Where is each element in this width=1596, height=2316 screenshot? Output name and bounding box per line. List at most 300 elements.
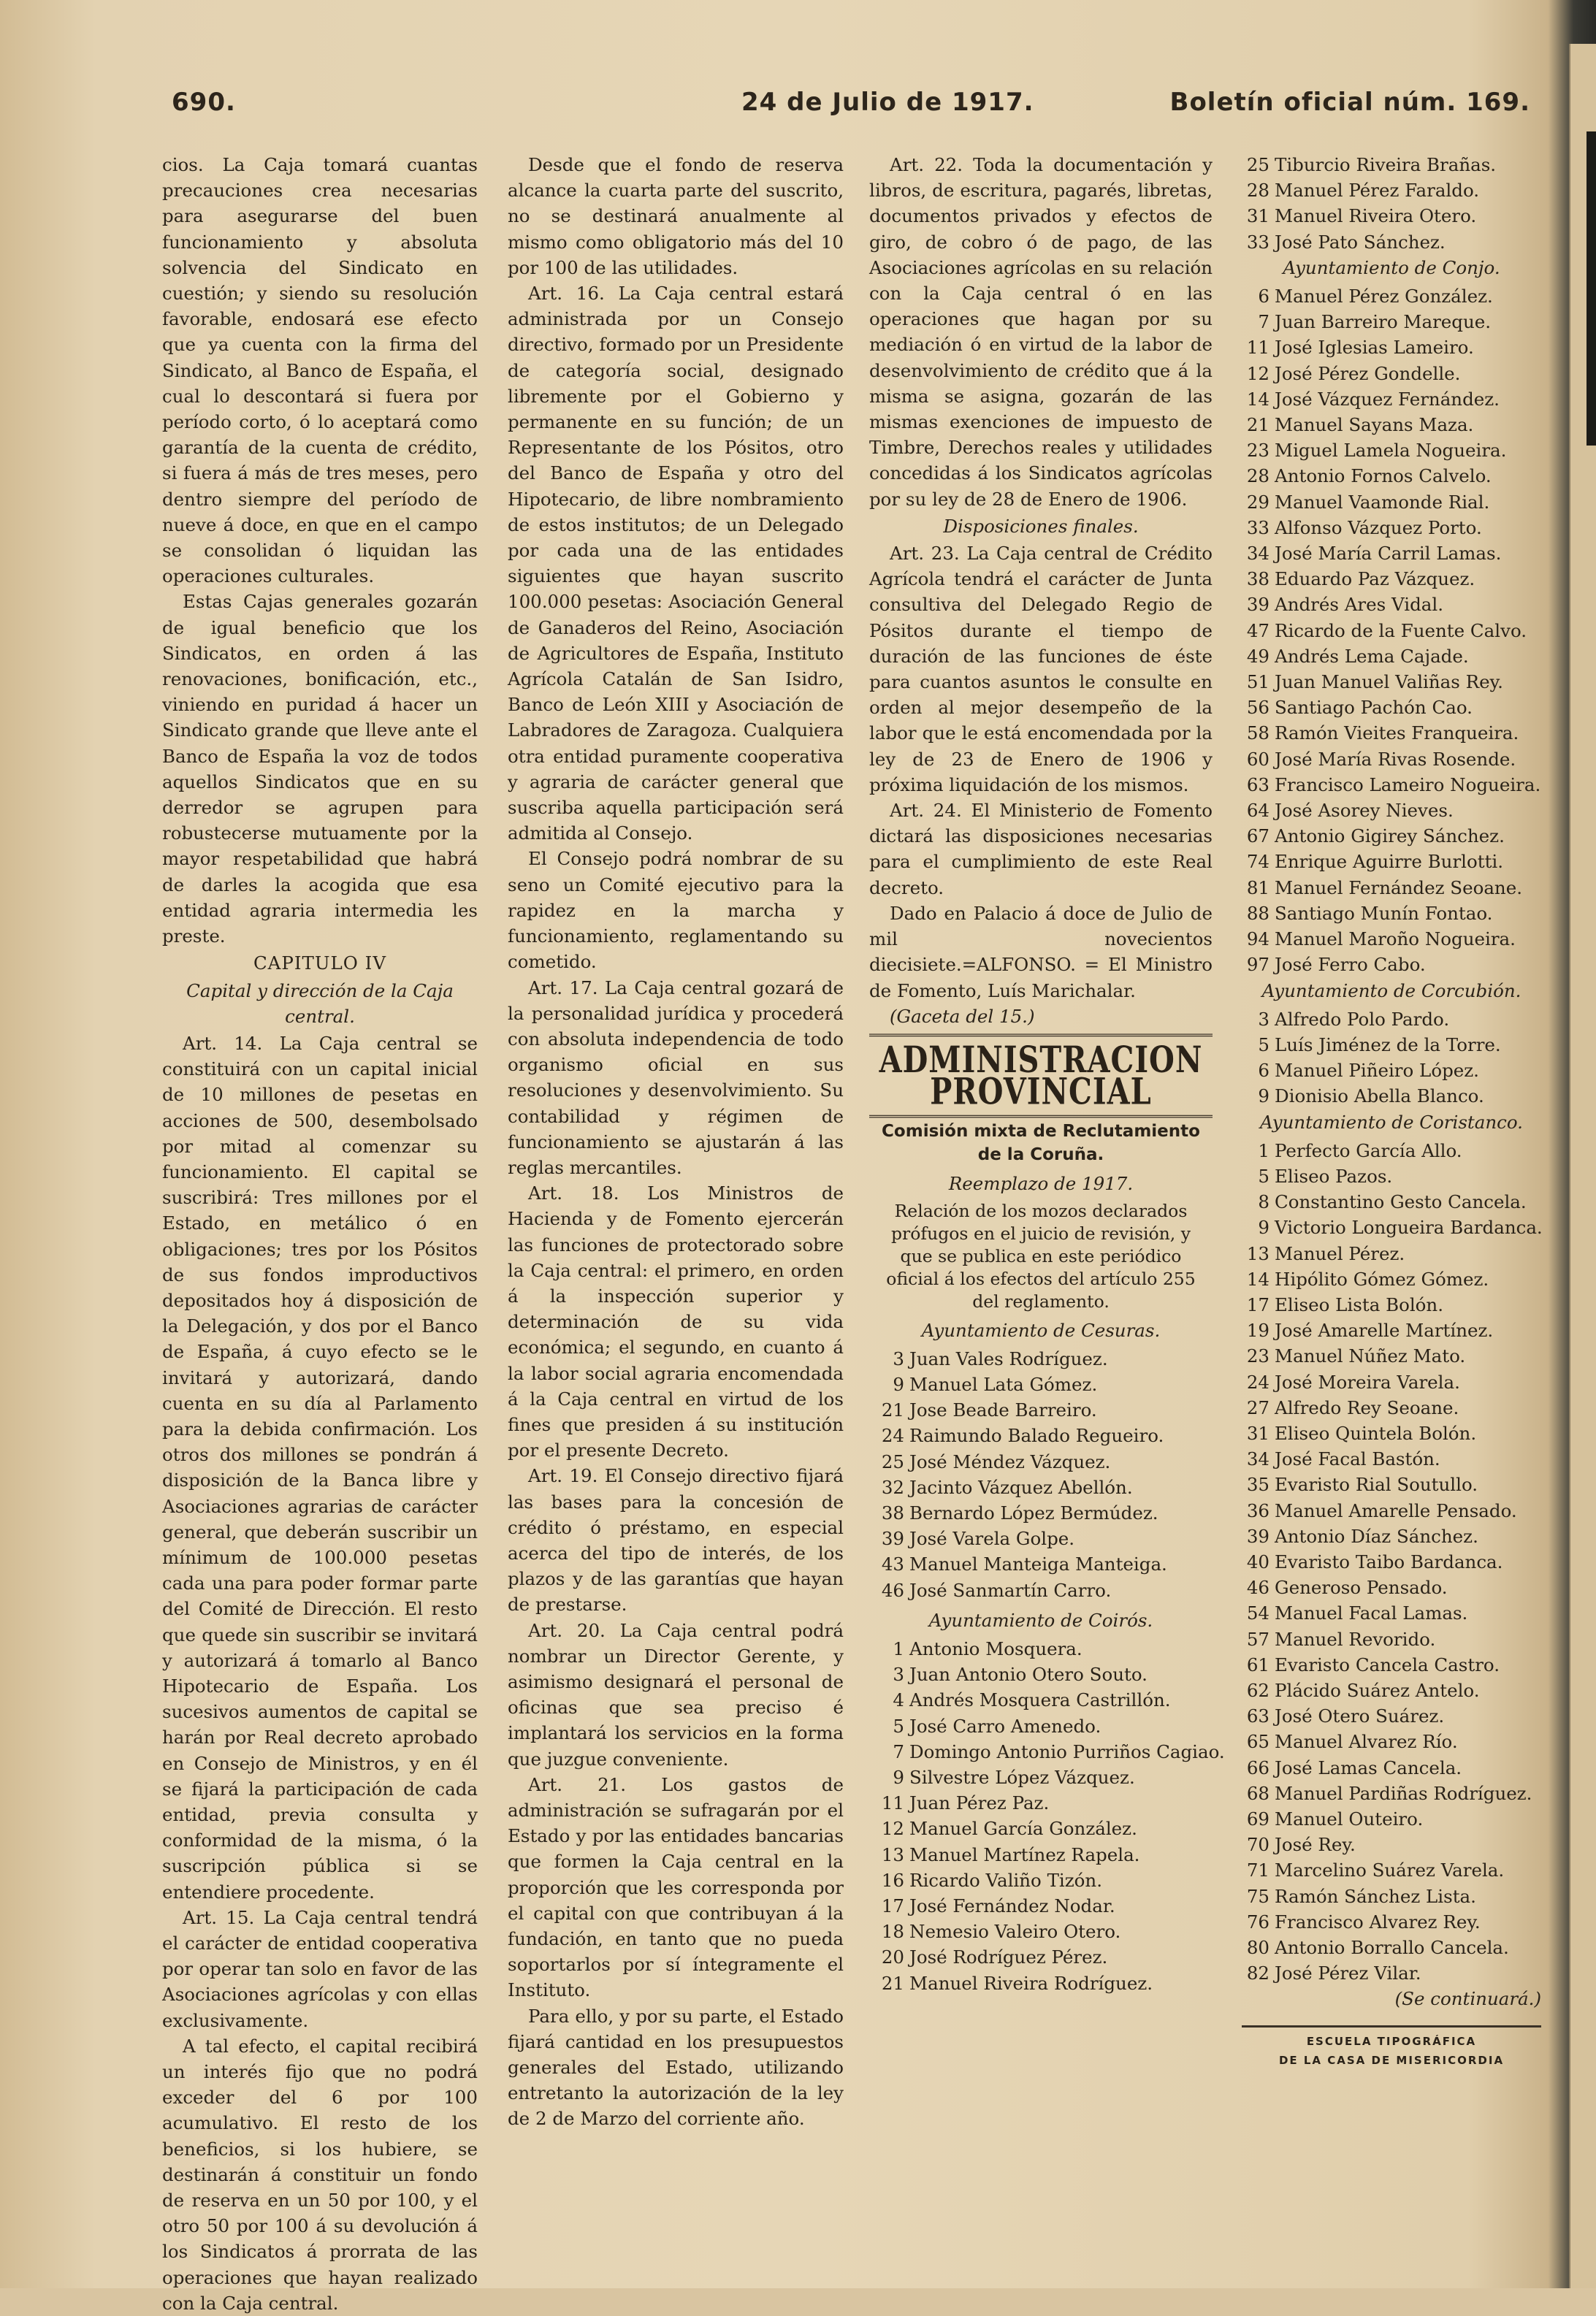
list-item (1242, 1703, 1541, 1729)
entry-number: 70 (1246, 1834, 1269, 1856)
list-item (1242, 1678, 1541, 1703)
entry-name: Ramón Sánchez Lista. (1275, 1885, 1476, 1907)
entry-name: Juan Pérez Paz. (909, 1792, 1050, 1814)
entry-name: Eliseo Lista Bolón. (1275, 1293, 1443, 1315)
entry-name: Luís Jiménez de la Torre. (1275, 1033, 1501, 1055)
list-item (1242, 1832, 1541, 1857)
list-item (1242, 177, 1541, 203)
entry-number: 9 (1258, 1085, 1269, 1107)
printer-line-2: DE LA CASA DE MISERICORDIA (1278, 2053, 1505, 2067)
list-item (1242, 926, 1541, 952)
entry-number: 5 (1258, 1165, 1269, 1187)
list-item (1242, 823, 1541, 849)
list-item (1242, 798, 1541, 823)
entry-number: 43 (881, 1553, 904, 1575)
list-item (1242, 1472, 1541, 1497)
entry-name: José Otero Suárez. (1275, 1705, 1445, 1727)
entry-name: Manuel Pérez. (1275, 1242, 1405, 1264)
entry-number: 36 (1246, 1499, 1269, 1521)
entry-name: Ricardo de la Fuente Calvo. (1275, 619, 1527, 641)
entry-name: José Pato Sánchez. (1275, 231, 1446, 253)
list-item (869, 1893, 1213, 1919)
entry-number: 17 (881, 1895, 904, 1916)
entry-name: Manuel Riveira Otero. (1275, 205, 1477, 227)
section-banner: ADMINISTRACION PROVINCIAL (869, 1033, 1213, 1118)
entry-number: 39 (1246, 1525, 1269, 1547)
list-item (1242, 1163, 1541, 1189)
entry-name: Alfonso Vázquez Porto. (1275, 516, 1482, 538)
list-item (869, 1739, 1225, 1765)
entry-number: 13 (881, 1843, 904, 1865)
entry-name: José Rodríguez Pérez. (909, 1946, 1108, 1968)
list-item (1242, 386, 1541, 412)
article-18: Art. 18. Los Ministros de Hacienda y de Fomento ejercerán las funciones de protectorado sobre la Caja central: el primero, en orden á la inspección superior y determinación de su vida económica; el segundo, en cuanto á la labor social agraria encomendada á la Caja central en virtud de los fines que presiden á su institución por el presente Decreto. (508, 1182, 844, 1461)
article-24: Art. 24. El Ministerio de Fomento dictará las disposiciones necesarias para el cumplimiento de este Real decreto. (869, 800, 1213, 898)
entry-name: José Pérez Gondelle. (1275, 362, 1461, 384)
entry-number: 57 (1246, 1628, 1269, 1650)
entry-number: 21 (881, 1972, 904, 1994)
entry-number: 7 (893, 1740, 904, 1762)
entry-name: José Pérez Vilar. (1275, 1963, 1421, 1984)
page-header (172, 88, 1530, 131)
entry-number: 38 (881, 1502, 904, 1524)
entry-name: Generoso Pensado. (1275, 1577, 1448, 1599)
entry-name: Manuel Outeiro. (1275, 1808, 1424, 1830)
entry-number: 18 (881, 1921, 904, 1943)
article-21: Art. 21. Los gastos de administración se sufragarán por el Estado y por las entidades bancarias que formen la Caja central en la proporción que les corresponda por el capital con que contribuyan á la fundación, en tanto que no pueda soportarlos por sí íntegramente el Instituto. (508, 1773, 844, 2001)
entry-name: Manuel Piñeiro López. (1275, 1060, 1479, 1082)
chapter-heading: CAPITULO IV (253, 952, 387, 974)
entry-name: Manuel Revorido. (1275, 1628, 1436, 1650)
entry-number: 21 (1246, 414, 1269, 436)
list-item (1242, 1909, 1541, 1935)
paragraph: Para ello, y por su parte, el Estado fijará cantidad en los presupuestos generales del Estado, utilizando entretanto la autorización de la ley de 2 de Marzo del corriente año. (508, 2005, 844, 2130)
list-item (1242, 412, 1541, 437)
entry-name: Santiago Munín Fontao. (1275, 902, 1493, 924)
entry-name: Manuel García González. (909, 1818, 1137, 1840)
entry-name: Juan Manuel Valiñas Rey. (1275, 671, 1503, 693)
entry-number: 28 (1246, 465, 1269, 487)
entry-number: 21 (881, 1399, 904, 1421)
entry-number: 88 (1246, 902, 1269, 924)
entry-name: Evaristo Rial Soutullo. (1275, 1474, 1478, 1496)
list-item (1242, 1421, 1541, 1446)
entry-number: 4 (893, 1689, 904, 1711)
list-item (869, 1526, 1213, 1551)
entry-name: Antonio Mosquera. (909, 1637, 1083, 1659)
entry-number: 35 (1246, 1474, 1269, 1496)
paragraph: Estas Cajas generales gozarán de igual beneficio que los Sindicatos, en orden á las renovaciones, bonificación, etc., viniendo en puridad á hacer un Sindicato grande que lleve ante el Banco de España la voz de todos aquellos Sindicatos que en su derredor se agrupen para robustecerse mutuamente por la mayor respetabilidad que habrá de darles la acogida que esa entidad agraria intermedia les preste. (162, 591, 478, 947)
list-item (1242, 229, 1541, 255)
entry-name: Juan Antonio Otero Souto. (909, 1664, 1148, 1686)
entry-name: Victorio Longueira Bardanca. (1275, 1217, 1543, 1239)
list-item (869, 1578, 1213, 1603)
entry-name: Manuel Fernández Seoane. (1275, 876, 1522, 898)
paragraph: A tal efecto, el capital recibirá un interés fijo que no podrá exceder del 6 por 100 acumulativo. El resto de los beneficios, si los hubiere, se destinarán á constituir un fondo de reserva en un 50 por 100, y el otro 50 por 100 á su devolución á los Sindicatos á prorrata de las operaciones que hayan realizado con la Caja central. (162, 2035, 478, 2314)
entry-name: Jose Beade Barreiro. (909, 1399, 1097, 1421)
list-item (869, 1790, 1213, 1816)
entry-number: 60 (1246, 748, 1269, 770)
entry-name: Manuel Manteiga Manteiga. (909, 1553, 1167, 1575)
entry-number: 13 (1246, 1242, 1269, 1264)
ayuntamiento-heading: Ayuntamiento de Coirós. (928, 1609, 1153, 1631)
list-item (1242, 746, 1541, 772)
entry-number: 75 (1246, 1885, 1269, 1907)
entry-number: 12 (1246, 362, 1269, 384)
list-item (1242, 203, 1541, 229)
list-item (1242, 875, 1541, 901)
entry-name: Eliseo Quintela Bolón. (1275, 1422, 1477, 1444)
list-item (869, 1372, 1213, 1397)
entry-number: 8 (1258, 1191, 1269, 1213)
entry-number: 46 (881, 1579, 904, 1601)
entry-name: Manuel Sayans Maza. (1275, 414, 1474, 436)
list-item (1242, 540, 1541, 566)
divider (1242, 2025, 1541, 2028)
name-list-conjo (1242, 283, 1541, 977)
entry-name: Eliseo Pazos. (1275, 1165, 1393, 1187)
entry-name: Manuel Facal Lamas. (1275, 1602, 1468, 1624)
article-19: Art. 19. El Consejo directivo fijará las bases para la concesión de crédito ó préstamo, en especial acerca del tipo de interés, de los plazos y de las garantías que hayan de prestarse. (508, 1465, 844, 1616)
article-16: Art. 16. La Caja central estará administrada por un Consejo directivo, formado por un Presidente de categoría social, designado libremente por el Gobierno y permanente en su función; de un Representante de los Pósitos, otro del Banco de España y otro del Hipotecario, de libre nombramiento de estos institutos; de un Delegado por cada una de las entidades siguientes que hayan suscrito 100.000 pesetas: Asociación General de Ganaderos del Reino, Asociación de Agricultores de España, Instituto Agrícola Catalán de San Isidro, Banco de León XIII y Asociación de Labradores de Zaragoza. Cualquiera otra entidad puramente cooperativa y agraria de carácter general que suscriba aquella participación será admitida al Consejo. (508, 283, 844, 844)
entry-name: Manuel Pardiñas Rodríguez. (1275, 1782, 1532, 1804)
list-item (869, 1423, 1213, 1448)
entry-name: Juan Vales Rodríguez. (909, 1348, 1108, 1369)
entry-number: 9 (893, 1766, 904, 1788)
list-item (869, 1765, 1213, 1790)
entry-number: 54 (1246, 1602, 1269, 1624)
entry-number: 31 (1246, 1422, 1269, 1444)
entry-number: 31 (1246, 205, 1269, 227)
entry-name: Antonio Gigirey Sánchez. (1275, 825, 1505, 847)
entry-name: Hipólito Gómez Gómez. (1275, 1268, 1489, 1290)
entry-name: Constantino Gesto Cancela. (1275, 1191, 1527, 1213)
ayuntamiento-heading: Ayuntamiento de Conjo. (1283, 256, 1500, 278)
paragraph: El Consejo podrá nombrar de su seno un Comité ejecutivo para la rapidez en la marcha y funcionamiento, reglamentando su cometido. (508, 848, 844, 973)
entry-number: 25 (1246, 154, 1269, 175)
list-item (1242, 1935, 1541, 1960)
entry-name: José Vázquez Fernández. (1275, 388, 1500, 410)
entry-number: 5 (1258, 1033, 1269, 1055)
entry-name: José María Carril Lamas. (1275, 543, 1502, 565)
issue-date: 24 de Julio de 1917. (741, 88, 1034, 117)
entry-name: José Ferro Cabo. (1275, 954, 1426, 976)
entry-number: 11 (1246, 337, 1269, 359)
list-item (1242, 952, 1541, 977)
name-list-coristanco (1242, 1138, 1541, 1987)
list-item (1242, 901, 1541, 926)
list-item (1242, 1266, 1541, 1292)
entry-number: 9 (893, 1373, 904, 1395)
entry-number: 69 (1246, 1808, 1269, 1830)
list-item (1242, 1729, 1541, 1754)
list-item (869, 1919, 1213, 1944)
entry-number: 49 (1246, 645, 1269, 667)
ayuntamiento-heading: Ayuntamiento de Cesuras. (921, 1319, 1161, 1341)
entry-name: José Fernández Nodar. (909, 1895, 1115, 1916)
entry-number: 24 (1246, 1371, 1269, 1393)
entry-number: 65 (1246, 1731, 1269, 1753)
list-item (1242, 695, 1541, 720)
reemplazo-heading: Reemplazo de 1917. (948, 1173, 1134, 1195)
list-item (1242, 643, 1541, 669)
list-item (1242, 309, 1541, 335)
list-item (1242, 463, 1541, 489)
list-item (1242, 1600, 1541, 1626)
entry-name: Alfredo Polo Pardo. (1275, 1008, 1450, 1030)
list-item (1242, 1006, 1541, 1032)
list-item (1242, 1395, 1541, 1421)
entry-name: Bernardo López Bermúdez. (909, 1502, 1158, 1524)
entry-number: 76 (1246, 1911, 1269, 1933)
list-item (869, 1713, 1213, 1739)
entry-name: Juan Barreiro Mareque. (1275, 311, 1492, 333)
list-item (1242, 1652, 1541, 1678)
entry-number: 19 (1246, 1320, 1269, 1342)
chapter-subheading: Capital y dirección de la Caja central. (186, 979, 454, 1027)
ayuntamiento-heading: Ayuntamiento de Corcubión. (1261, 979, 1521, 1001)
entry-number: 63 (1246, 1705, 1269, 1727)
entry-name: Silvestre López Vázquez. (909, 1766, 1135, 1788)
entry-number: 71 (1246, 1860, 1269, 1881)
entry-number: 20 (881, 1946, 904, 1968)
list-item (1242, 566, 1541, 592)
entry-number: 47 (1246, 619, 1269, 641)
entry-name: Manuel Núñez Mato. (1275, 1345, 1466, 1367)
entry-name: Nemesio Valeiro Otero. (909, 1921, 1121, 1943)
entry-number: 80 (1246, 1937, 1269, 1959)
entry-name: José Varela Golpe. (909, 1528, 1075, 1550)
entry-name: Alfredo Rey Seoane. (1275, 1396, 1459, 1418)
entry-name: Manuel Amarelle Pensado. (1275, 1499, 1517, 1521)
commission-heading: Comisión mixta de Reclutamiento de la Coruña. (882, 1122, 1200, 1165)
entry-number: 61 (1246, 1654, 1269, 1675)
entry-name: José Sanmartín Carro. (909, 1579, 1112, 1601)
entry-number: 56 (1246, 697, 1269, 719)
entry-name: Tiburcio Riveira Brañas. (1275, 154, 1497, 175)
entry-number: 7 (1258, 311, 1269, 333)
entry-number: 74 (1246, 851, 1269, 873)
entry-name: Perfecto García Allo. (1275, 1139, 1462, 1161)
list-item (869, 1944, 1213, 1970)
list-item (869, 1662, 1213, 1687)
list-item (1242, 1083, 1541, 1109)
entry-number: 34 (1246, 543, 1269, 565)
entry-name: Ricardo Valiño Tizón. (909, 1869, 1102, 1891)
list-item (1242, 437, 1541, 463)
entry-name: Eduardo Paz Vázquez. (1275, 568, 1475, 590)
list-item (1242, 1241, 1541, 1266)
name-list-coiros (869, 1636, 1225, 1996)
entry-number: 24 (881, 1425, 904, 1447)
list-item (869, 1816, 1213, 1841)
entry-name: Manuel Lata Gómez. (909, 1373, 1098, 1395)
list-item (1242, 1549, 1541, 1575)
list-item (1242, 618, 1541, 643)
list-item (1242, 335, 1541, 360)
list-item (1242, 152, 1541, 177)
list-item (1242, 772, 1541, 798)
list-item (869, 1500, 1213, 1526)
entry-number: 64 (1246, 800, 1269, 822)
entry-number: 81 (1246, 876, 1269, 898)
list-item (1242, 1446, 1541, 1472)
entry-number: 16 (881, 1869, 904, 1891)
entry-name: Manuel Vaamonde Rial. (1275, 491, 1490, 513)
entry-number: 63 (1246, 773, 1269, 795)
list-item (1242, 720, 1541, 746)
entry-number: 94 (1246, 928, 1269, 950)
entry-name: Santiago Pachón Cao. (1275, 697, 1473, 719)
list-item (1242, 1755, 1541, 1781)
column-4 (1242, 152, 1541, 2070)
entry-name: Domingo Antonio Purriños Cagiao. (909, 1740, 1225, 1762)
entry-name: Antonio Fornos Calvelo. (1275, 465, 1492, 487)
entry-number: 11 (881, 1792, 904, 1814)
list-item (1242, 592, 1541, 617)
entry-name: José Facal Bastón. (1275, 1448, 1440, 1470)
entry-number: 9 (1258, 1217, 1269, 1239)
name-list-coiros-cont (1242, 152, 1541, 255)
list-item (1242, 1781, 1541, 1806)
entry-name: José Amarelle Martínez. (1275, 1320, 1494, 1342)
entry-number: 29 (1246, 491, 1269, 513)
ayuntamiento-heading: Ayuntamiento de Coristanco. (1260, 1111, 1523, 1133)
list-item (1242, 1627, 1541, 1652)
entry-name: Marcelino Suárez Varela. (1275, 1860, 1505, 1881)
entry-name: José Lamas Cancela. (1275, 1757, 1462, 1778)
column-3 (869, 152, 1225, 1996)
continued-note: (Se continuará.) (1394, 1988, 1541, 2010)
entry-name: Plácido Suárez Antelo. (1275, 1679, 1480, 1701)
list-item (1242, 669, 1541, 695)
entry-name: Manuel Pérez Faraldo. (1275, 180, 1480, 202)
list-item (1242, 1960, 1541, 1986)
list-item (1242, 1857, 1541, 1883)
article-22: Art. 22. Toda la documentación y libros, de escritura, pagarés, libretas, documentos privados y efectos de giro, de cobro ó de pago, de las Asociaciones agrícolas en su relación con la Caja central ó en las operaciones que hagan por su mediación ó en virtud de la labor de desenvolvimiento de crédito que á la misma se asigna, gozarán de las mismas exenciones de impuesto de Timbre, Derechos reales y utilidades concedidas á los Sindicatos agrícolas por su ley de 28 de Enero de 1906. (869, 154, 1213, 510)
entry-number: 28 (1246, 180, 1269, 202)
list-item (1242, 1806, 1541, 1832)
list-item (869, 1551, 1213, 1577)
entry-name: José Iglesias Lameiro. (1275, 337, 1474, 359)
entry-number: 27 (1246, 1396, 1269, 1418)
entry-name: Antonio Díaz Sánchez. (1275, 1525, 1478, 1547)
list-item (1242, 1215, 1541, 1240)
list-item (1242, 1318, 1541, 1343)
entry-number: 1 (893, 1637, 904, 1659)
list-item (1242, 283, 1541, 309)
entry-name: Ramón Vieites Franqueira. (1275, 722, 1519, 744)
list-item (1242, 361, 1541, 386)
entry-number: 62 (1246, 1679, 1269, 1701)
list-item (1242, 1189, 1541, 1215)
list-item (869, 1971, 1213, 1996)
section-heading-finales: Disposiciones finales. (943, 515, 1139, 537)
entry-name: Jacinto Vázquez Abellón. (909, 1476, 1133, 1498)
entry-number: 6 (1258, 1060, 1269, 1082)
list-item (869, 1397, 1213, 1423)
paragraph: Desde que el fondo de reserva alcance la cuarta parte del suscrito, no se destinará anualmente al mismo como obligatorio más del 10 por 100 de las utilidades. (508, 154, 844, 278)
entry-name: Manuel Riveira Rodríguez. (909, 1972, 1153, 1994)
entry-number: 3 (893, 1348, 904, 1369)
entry-name: José Moreira Varela. (1275, 1371, 1460, 1393)
list-item (1242, 1498, 1541, 1524)
entry-name: Evaristo Cancela Castro. (1275, 1654, 1500, 1675)
publication-title: Boletín oficial núm. 169. (1169, 88, 1530, 117)
entry-number: 51 (1246, 671, 1269, 693)
entry-name: José Rey. (1275, 1834, 1356, 1856)
list-item (1242, 1575, 1541, 1600)
list-item (1242, 1369, 1541, 1395)
list-item (869, 1868, 1213, 1893)
list-item (869, 1842, 1213, 1868)
entry-name: Dionisio Abella Blanco. (1275, 1085, 1484, 1107)
page-number: 690. (172, 88, 236, 117)
entry-number: 25 (881, 1451, 904, 1472)
entry-number: 66 (1246, 1757, 1269, 1778)
list-item (1242, 1343, 1541, 1369)
entry-name: Enrique Aguirre Burlotti. (1275, 851, 1504, 873)
signature-paragraph: Dado en Palacio á doce de Julio de mil novecientos diecisiete.=ALFONSO. = El Ministro de Fomento, Luís Marichalar. (869, 902, 1213, 1001)
list-item (869, 1475, 1213, 1500)
entry-number: 40 (1246, 1551, 1269, 1572)
entry-number: 39 (881, 1528, 904, 1550)
article-15: Art. 15. La Caja central tendrá el carácter de entidad cooperativa por operar tan solo en favor de las Asociaciones agrícolas y con ellas exclusivamente. (162, 1906, 478, 2031)
entry-number: 3 (893, 1664, 904, 1686)
entry-name: Manuel Pérez González. (1275, 286, 1493, 307)
entry-number: 67 (1246, 825, 1269, 847)
binding-shadow (1587, 131, 1596, 446)
article-17: Art. 17. La Caja central gozará de la personalidad jurídica y procederá con absoluta independencia de todo organismo oficial en sus resoluciones y desenvolvimiento. Su contabilidad y régimen de funcionamiento se ajustarán á las reglas mercantiles. (508, 977, 844, 1178)
list-item (869, 1636, 1213, 1662)
list-item (1242, 1138, 1541, 1163)
article-23: Art. 23. La Caja central de Crédito Agrícola tendrá el carácter de Junta consultiva del Delegado Regio de Pósitos durante el tiempo de duración de las funciones de éste para cuantos asuntos le consulte en orden al mejor desempeño de la labor que le está encomendada por la ley de 23 de Enero de 1906 y próxima liquidación de los mismos. (869, 543, 1213, 795)
entry-name: Manuel Alvarez Río. (1275, 1731, 1458, 1753)
entry-number: 33 (1246, 516, 1269, 538)
list-item (869, 1449, 1213, 1475)
name-list-cesuras (869, 1346, 1213, 1603)
entry-name: Manuel Maroño Nogueira. (1275, 928, 1516, 950)
entry-name: Raimundo Balado Regueiro. (909, 1425, 1164, 1447)
entry-name: Evaristo Taibo Bardanca. (1275, 1551, 1503, 1572)
list-item (1242, 849, 1541, 874)
list-item (1242, 515, 1541, 540)
list-item (1242, 1058, 1541, 1083)
printer-line-1: ESCUELA TIPOGRÁFICA (1306, 2034, 1477, 2048)
list-item (1242, 1032, 1541, 1058)
entry-number: 33 (1246, 231, 1269, 253)
entry-number: 17 (1246, 1293, 1269, 1315)
entry-number: 39 (1246, 594, 1269, 616)
entry-name: Andrés Lema Cajade. (1275, 645, 1469, 667)
entry-number: 3 (1258, 1008, 1269, 1030)
entry-name: Francisco Lameiro Nogueira. (1275, 773, 1541, 795)
entry-number: 6 (1258, 286, 1269, 307)
list-item (1242, 489, 1541, 515)
gaceta-reference: (Gaceta del 15.) (890, 1005, 1035, 1027)
paragraph: cios. La Caja tomará cuantas precauciones crea necesarias para asegurarse del buen funcionamiento y absoluta solvencia del Sindicato en cuestión; y siendo su resolución favorable, endosará ese efecto que ya cuenta con la firma del Sindicato, al Banco de España, el cual lo descontará si fuera por período corto, ó lo aceptará como garantía de la cuenta de crédito, si fuera á más de tres meses, pero dentro siempre del período de nueve á doce, en que en el campo se consolidan ó liquidan las operaciones culturales. (162, 154, 478, 587)
entry-number: 23 (1246, 1345, 1269, 1367)
entry-number: 23 (1246, 440, 1269, 462)
name-list-corcubion (1242, 1006, 1541, 1109)
entry-number: 32 (881, 1476, 904, 1498)
entry-name: Miguel Lamela Nogueira. (1275, 440, 1507, 462)
entry-name: Antonio Borrallo Cancela. (1275, 1937, 1509, 1959)
entry-number: 12 (881, 1818, 904, 1840)
list-item (869, 1346, 1213, 1372)
list-item (1242, 1884, 1541, 1909)
entry-number: 14 (1246, 1268, 1269, 1290)
